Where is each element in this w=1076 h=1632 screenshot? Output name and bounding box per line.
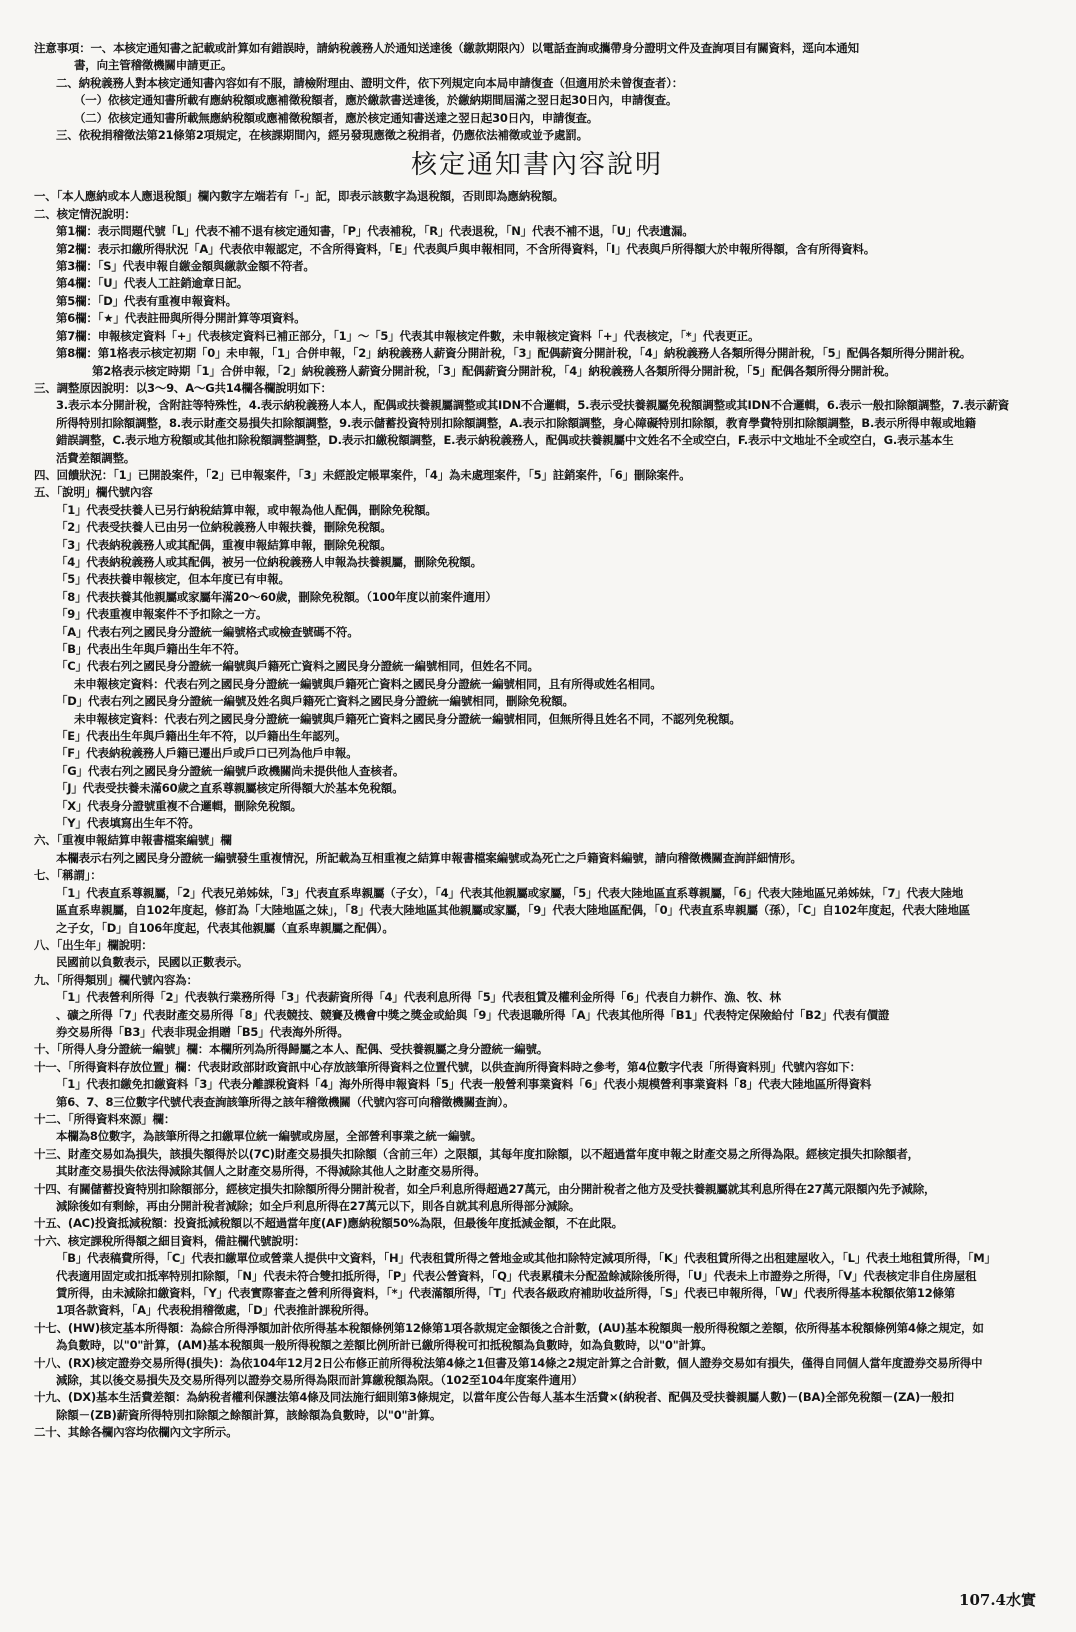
body-line: 「F」代表納稅義務人戶籍已遷出戶或戶口已列為他戶申報。 [56,746,358,761]
body-line: 「G」代表右列之國民身分證統一編號戶政機關尚未提供他人查核者。 [56,763,405,778]
body-line: 十、「所得人身分證統一編號」欄：本欄所列為所得歸屬之本人、配偶、受扶養親屬之身分證統一編號。 [34,1042,549,1057]
notes-section [34,40,1040,144]
body-line: 「B」代表稿費所得，「C」代表扣繳單位或營業人提供中文資料，「H」代表租賃所得之營地金或其他扣除特定減項所得，「K」代表租賃所得之出租建屋收入，「L」代表土地租賃所得，「M」 [56,1251,996,1266]
body-line: 第1欄：表示問題代號「L」代表不補不退有核定通知書，「P」代表補稅，「R」代表退稅，「N」代表不補不退，「U」代表遺漏。 [56,224,694,239]
body-line: 「C」代表右列之國民身分證統一編號與戶籍死亡資料之國民身分證統一編號相同，但姓名不同。 [56,659,539,674]
body-line: 第2格表示核定時期「1」合併申報，「2」納稅義務人薪資分開計稅，「3」配偶薪資分開計稅，「4」納稅義務人各類所得分開計稅，「5」配偶各類所得分開計稅。 [92,363,896,378]
body-line: 十八、(RX)核定證券交易所得(損失)：為依104年12月2日公布修正前所得稅法第4條之1但書及第14條之2規定計算之合計數，個人證券交易如有損失，僅得自同個人當年度證券交易所得中 [34,1355,983,1370]
body-line: 八、「出生年」欄說明： [34,937,153,952]
body-line: 第5欄：「D」代表有重複申報資料。 [56,293,237,308]
notes-line: （一）依核定通知書所載有應納稅額或應補徵稅額者，應於繳款書送達後，於繳納期間屆滿之翌日起30日內，申請復查。 [74,93,678,108]
body-line: 代表適用固定或扣抵率特別扣除額，「N」代表未符合雙扣抵所得，「P」代表公營資料，「Q」代表累積未分配盈餘減除後所得，「U」代表未上市證券之所得，「V」代表核定非自住房屋租 [56,1268,977,1283]
body-line: 「3」代表納稅義務人或其配偶，重複申報結算申報，刪除免稅額。 [56,537,392,552]
body-line: 錯誤調整，C.表示地方稅額或其他扣除稅額調整調整，D.表示扣繳稅額調整，E.表示納稅義務人，配偶或扶養親屬中文姓名不全或空白，F.表示中文地址不全或空白，G.表示基本生 [56,433,954,448]
body-line: 「X」代表身分證號重複不合邏輯，刪除免稅額。 [56,798,302,813]
body-line: 第7欄：申報核定資料「+」代表核定資料已補正部分，「1」～「5」代表其申報核定件數，未申報核定資料「+」代表核定，「*」代表更正。 [56,328,760,343]
body-line: 「J」代表受扶養未滿60歲之直系尊親屬核定所得額大於基本免稅額。 [56,781,404,796]
body-line: 「1」代表扣繳免扣繳資料「3」代表分離課稅資料「4」海外所得申報資料「5」代表一般營利事業資料「6」代表小規模營利事業資料「8」代表大陸地區所得資料 [56,1077,872,1092]
body-line: 本欄為8位數字，為該筆所得之扣繳單位統一編號或房屋，全部營利事業之統一編號。 [56,1129,482,1144]
body-line: 「Y」代表填寫出生年不符。 [56,816,200,831]
body-line: 十五、(AC)投資抵減稅額：投資抵減稅額以不超過當年度(AF)應納稅額50%為限，但最後年度抵減金額，不在此限。 [34,1216,623,1231]
footer-code: 107.4水實 [959,1591,1036,1609]
body-line: 「9」代表重複申報案件不予扣除之一方。 [56,607,268,622]
body-line: 十九、(DX)基本生活費差額：為納稅者權利保護法第4條及同法施行細則第3條規定，以當年度公告每人基本生活費×(納稅者、配偶及受扶養親屬人數)－(BA)全部免稅額－(ZA)一般扣 [34,1390,954,1405]
body-line: 二十、其餘各欄內容均依欄內文字所示。 [34,1425,238,1440]
body-line: 之子女，「D」自106年度起，代表其他親屬（直系卑親屬之配偶）。 [56,920,394,935]
body-line: 「D」代表右列之國民身分證統一編號及姓名與戶籍死亡資料之國民身分證統一編號相同，刪除免稅額。 [56,694,574,709]
page-title: 核定通知書內容說明 [410,150,663,181]
body-line: 未申報核定資料：代表右列之國民身分證統一編號與戶籍死亡資料之國民身分證統一編號相同，且有所得或姓名相同。 [74,676,662,691]
body-line: 「E」代表出生年與戶籍出生年不符，以戶籍出生年認列。 [56,729,347,744]
body-line: 七、「稱謂」： [34,868,102,883]
body-line: 「A」代表右列之國民身分證統一編號格式或檢查號碼不符。 [56,624,359,639]
body-line: 一、「本人應納或本人應退稅額」欄內數字左端若有「-」記，即表示該數字為退稅額，否則即為應納稅額。 [34,189,564,204]
body-line: 「5」代表扶養申報核定，但本年度已有申報。 [56,572,290,587]
body-line: 減除後如有剩餘，再由分開計稅者減除；如全戶利息所得在27萬元以下，則各自就其利息所得部分減除。 [56,1199,581,1213]
body-line: 六、「重複申報結算申報書檔案編號」欄 [34,833,232,848]
body-line: 第6、7、8三位數字代號代表查詢該筆所得之該年稽徵機關（代號內容可向稽徵機關查詢）。 [56,1094,515,1109]
body-line: 十七、(HW)核定基本所得額：為綜合所得淨額加計依所得基本稅額條例第12條第1項各款規定金額後之合計數，(AU)基本稅額與一般所得稅額之差額，依所得基本稅額條例第4條之規定，如 [34,1320,984,1335]
body-line: 除額－(ZB)薪資所得特別扣除額之餘額計算，該餘額為負數時，以"0"計算。 [56,1407,442,1422]
body-line: 券交易所得「B3」代表非現金捐贈「B5」代表海外所得。 [56,1024,349,1039]
body-line: 第8欄：第1格表示核定初期「0」未申報，「1」合併申報，「2」納稅義務人薪資分開計稅，「3」配偶薪資分開計稅，「4」納稅義務人各類所得分開計稅，「5」配偶各類所得分開計稅。 [56,346,972,361]
notes-line: （二）依核定通知書所載無應納稅額或應補徵稅額者，應於核定通知書送達之翌日起30日內，申請復查。 [74,110,599,125]
body-line: 十二、「所得資料來源」欄： [34,1111,176,1126]
body-line: 「4」代表納稅義務人或其配偶，被另一位納稅義務人申報為扶養親屬，刪除免稅額。 [56,554,482,569]
body-line: 「2」代表受扶養人已由另一位納稅義務人申報扶養，刪除免稅額。 [56,520,392,535]
body-line: 「B」代表出生年與戶籍出生年不符。 [56,642,246,656]
body-line: 3.表示本分開計稅，含附註等特殊性，4.表示納稅義務人本人，配偶或扶養親屬調整或其IDN不合邏輯，5.表示受扶養親屬免稅額調整或其IDN不合邏輯，6.表示一般扣除額調整，7.表示薪資 [56,398,1010,413]
notes-line: 書，向主管稽徵機關申請更正。 [74,58,233,73]
body-line: 「1」代表受扶養人已另行納稅結算申報，或申報為他人配偶，刪除免稅額。 [56,502,437,517]
body-line: 、礦之所得「7」代表財產交易所得「8」代表競技、競賽及機會中獎之獎金或給與「9」代表退職所得「A」代表其他所得「B1」代表特定保險給付「B2」代表有價證 [56,1007,890,1022]
body-line: 所得特別扣除額調整，8.表示財產交易損失扣除額調整，9.表示儲蓄投資特別扣除額調整，A.表示扣除額調整，身心障礙特別扣除額，教育學費特別扣除額調整，B.表示所得申報或地籍 [56,415,976,430]
body-line: 四、回饋狀況：「1」已開設案件，「2」已申報案件，「3」未經設定帳單案件，「4」為未處理案件，「5」註銷案件，「6」刪除案件。 [34,467,691,482]
explanation-body [34,188,1040,1441]
body-line: 賃所得，由未減除扣繳資料，「Y」代表實際審查之營利所得資料，「*」代表滿額所得，「T」代表各級政府補助收益所得，「S」代表已申報所得，「W」代表所得基本稅額依第12條第 [56,1286,956,1301]
body-line: 第6欄：「★」代表註冊與所得分開計算等項資料。 [56,311,306,326]
body-line: 「1」代表直系尊親屬，「2」代表兄弟姊妹，「3」代表直系卑親屬（子女），「4」代表其他親屬或家屬，「5」代表大陸地區直系尊親屬，「6」代表大陸地區兄弟姊妹，「7」代表大陸地 [56,885,964,900]
body-line: 十一、「所得資料存放位置」欄：代表財政部財政資訊中心存放該筆所得資料之位置代號，以供查詢所得資料時之參考，第4位數字代表「所得資料別」代號內容如下： [34,1059,861,1074]
body-line: 未申報核定資料：代表右列之國民身分證統一編號與戶籍死亡資料之國民身分證統一編號相同，但無所得且姓名不同，不認列免稅額。 [74,711,741,726]
body-line: 十三、財產交易如為損失，該損失額得於以(7C)財產交易損失扣除額（含前三年）之限額，其每年度扣除額，以不超過當年度申報之財產交易之所得為限。經核定損失扣除額者， [34,1146,919,1161]
body-line: 九、「所得類別」欄代號內容為： [34,972,198,987]
body-line: 為負數時，以"0"計算，(AM)基本稅額與一般所得稅額之差額比例所計已繳所得稅可扣抵稅額為負數時，如為負數時，以"0"計算。 [56,1338,713,1353]
body-line: 其財產交易損失依法得減除其個人之財產交易所得，不得減除其他人之財產交易所得。 [56,1164,486,1179]
notes-line: 三、依稅捐稽徵法第21條第2項規定，在核課期間內，經另發現應徵之稅捐者，仍應依法補徵或並予處罰。 [56,128,588,143]
body-line: 第3欄：「S」代表申報自繳金額與繳款金額不符者。 [56,259,315,274]
body-line: 第2欄：表示扣繳所得狀況「A」代表依申報認定，不含所得資料，「E」代表與戶與申報相同，不含所得資料，「I」代表與戶所得額大於申報所得額，含有所得資料。 [56,241,876,256]
body-line: 活費差額調整。 [56,450,136,465]
body-line: 「1」代表營利所得「2」代表執行業務所得「3」代表薪資所得「4」代表利息所得「5」代表租賃及權利金所得「6」代表自力耕作、漁、牧、林 [56,990,781,1005]
body-line: 十四、有關儲蓄投資特別扣除額部分，經核定損失扣除額所得分開計稅者，如全戶利息所得超過27萬元，由分開計稅者之他方及受扶養親屬就其利息所得在27萬元限額內先予減除， [34,1181,936,1196]
body-line: 「8」代表扶養其他親屬或家屬年滿20～60歲，刪除免稅額。（100年度以前案件適用） [56,589,497,604]
body-line: 減除，其以後交易損失及交易所得列以證券交易所得為限而計算繳稅額為限。（102至104年度案件適用） [56,1373,583,1388]
body-line: 五、「說明」欄代號內容 [34,485,153,500]
body-line: 三、調整原因說明：以3～9、A～G共14欄各欄說明如下： [34,380,332,395]
body-line: 區直系卑親屬，自102年度起，修訂為「大陸地區之妹」，「8」代表大陸地區其他親屬或家屬，「9」代表大陸地區配偶，「0」代表直系卑親屬（孫），「C」自102年度起，代表大陸地區 [56,903,971,918]
body-line: 1項各款資料，「A」代表稅捐稽徵處，「D」代表推計課稅所得。 [56,1303,376,1318]
notes-line: 注意事項：一、本核定通知書之記載或計算如有錯誤時，請納稅義務人於通知送達後（繳款期限內）以電話查詢或攜帶身分證明文件及查詢項目有關資料，逕向本通知 [34,41,859,55]
body-line: 第4欄：「U」代表人工註銷逾章日記。 [56,276,248,291]
body-line: 十六、核定課稅所得額之細目資料，備註欄代號說明： [34,1233,306,1248]
body-line: 民國前以負數表示，民國以正數表示。 [56,955,249,970]
notes-line: 二、納稅義務人對本核定通知書內容如有不服，請檢附理由、證明文件，依下列規定向本局申請復查（但適用於未曾復查者）： [56,75,684,90]
body-line: 二、核定情況說明： [34,206,136,221]
body-line: 本欄表示右列之國民身分證統一編號發生重複情況，所記載為互相重複之結算申報書檔案編號或為死亡之戶籍資料編號，請向稽徵機關查詢詳細情形。 [56,850,802,865]
